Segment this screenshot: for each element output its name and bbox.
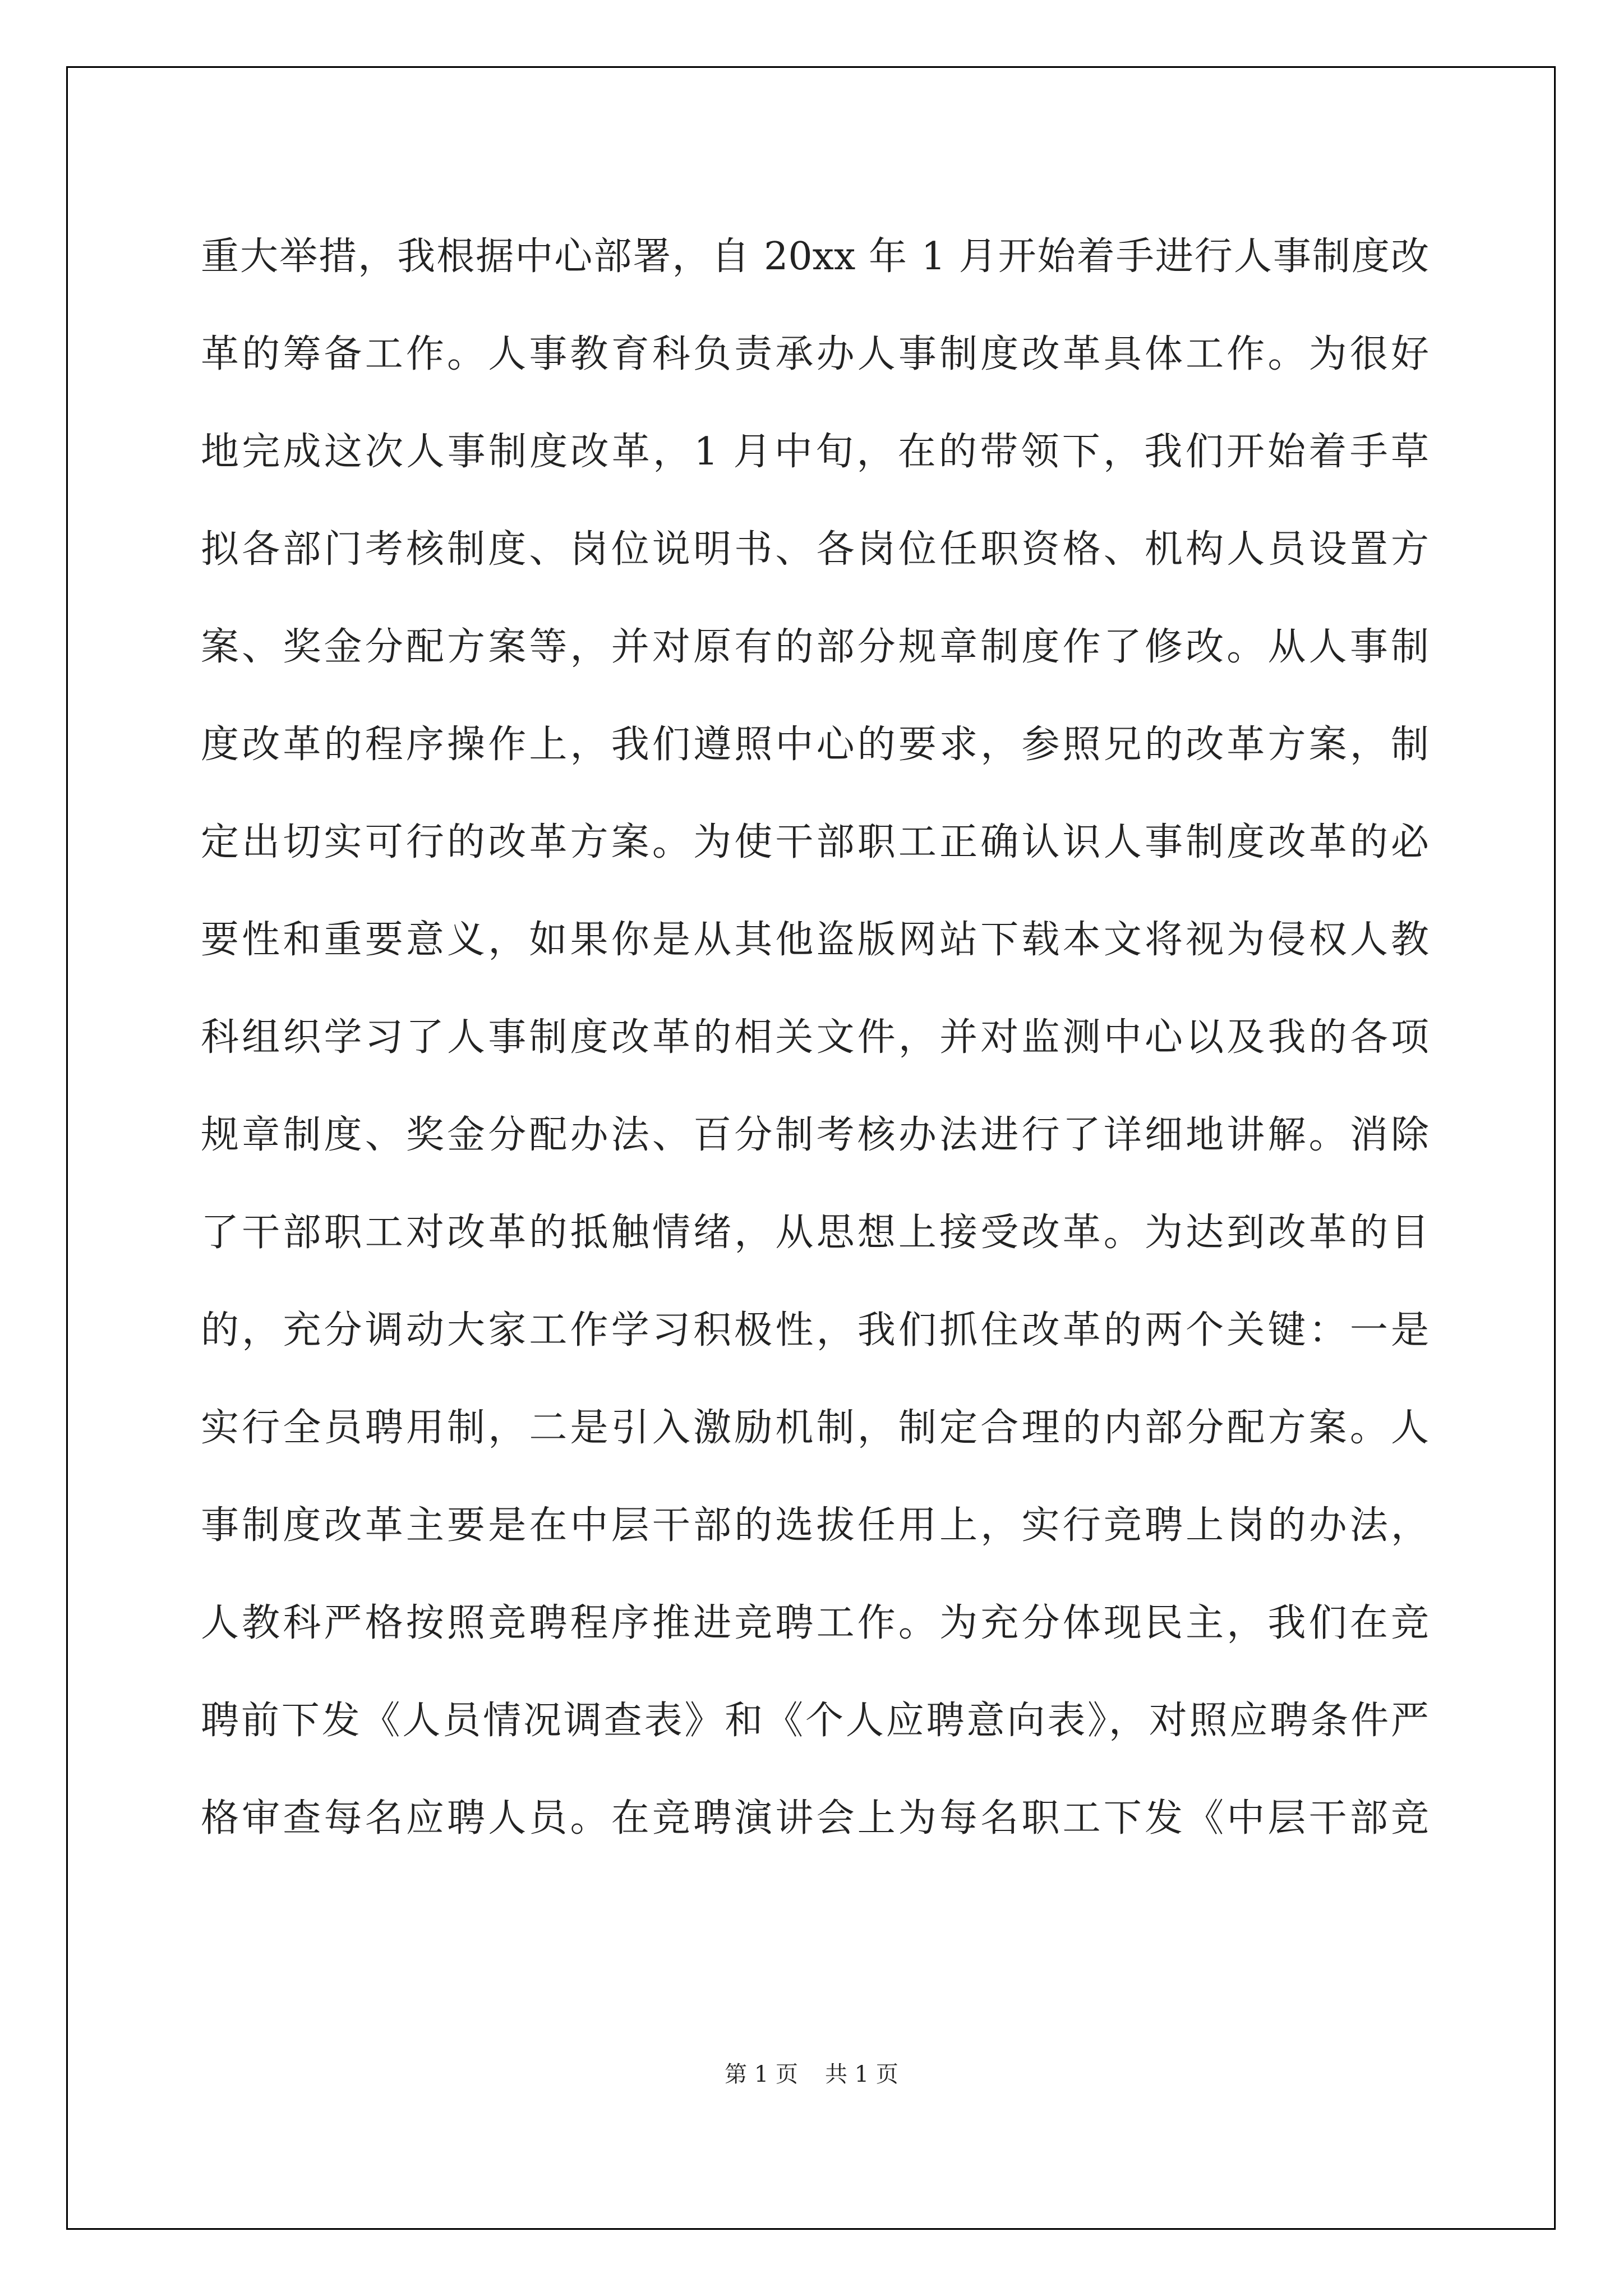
page-count: 共 1 页	[825, 2062, 898, 2087]
text-line: 格审查每名应聘人员。在竞聘演讲会上为每名职工下发《中层干部竞	[201, 1796, 1429, 1841]
text-line: 科组织学习了人事制度改革的相关文件，并对监测中心以及我的各项	[201, 1015, 1429, 1060]
text-line: 的，充分调动大家工作学习积极性，我们抓住改革的两个关键：一是	[201, 1308, 1429, 1352]
text-line: 事制度改革主要是在中层干部的选拔任用上，实行竞聘上岗的办法，	[201, 1503, 1429, 1548]
text-line: 定出切实可行的改革方案。为使干部职工正确认识人事制度改革的必	[201, 820, 1429, 864]
text-line: 拟各部门考核制度、岗位说明书、各岗位任职资格、机构人员设置方	[201, 527, 1429, 572]
page-footer	[0, 2058, 1623, 2091]
text-line: 地完成这次人事制度改革，1 月中旬，在的带领下，我们开始着手草	[201, 430, 1429, 474]
text-line: 革的筹备工作。人事教育科负责承办人事制度改革具体工作。为很好	[201, 332, 1429, 376]
text-line: 实行全员聘用制，二是引入激励机制，制定合理的内部分配方案。人	[201, 1406, 1429, 1450]
text-line: 案、奖金分配方案等，并对原有的部分规章制度作了修改。从人事制	[201, 625, 1429, 669]
text-line: 聘前下发《人员情况调查表》和《个人应聘意向表》，对照应聘条件严	[201, 1699, 1429, 1743]
text-line: 要性和重要意义，如果你是从其他盗版网站下载本文将视为侵权人教	[201, 918, 1429, 962]
text-line: 规章制度、奖金分配办法、百分制考核办法进行了详细地讲解。消除	[201, 1113, 1429, 1157]
text-line: 度改革的程序操作上，我们遵照中心的要求，参照兄的改革方案，制	[201, 723, 1429, 767]
text-line: 人教科严格按照竞聘程序推进竞聘工作。为充分体现民主，我们在竞	[201, 1601, 1429, 1645]
page-number: 第 1 页	[725, 2062, 798, 2087]
text-line: 了干部职工对改革的抵触情绪，从思想上接受改革。为达到改革的目	[201, 1211, 1429, 1255]
text-line: 重大举措，我根据中心部署，自 20xx 年 1 月开始着手进行人事制度改	[201, 234, 1429, 279]
document-body	[201, 208, 1429, 1867]
